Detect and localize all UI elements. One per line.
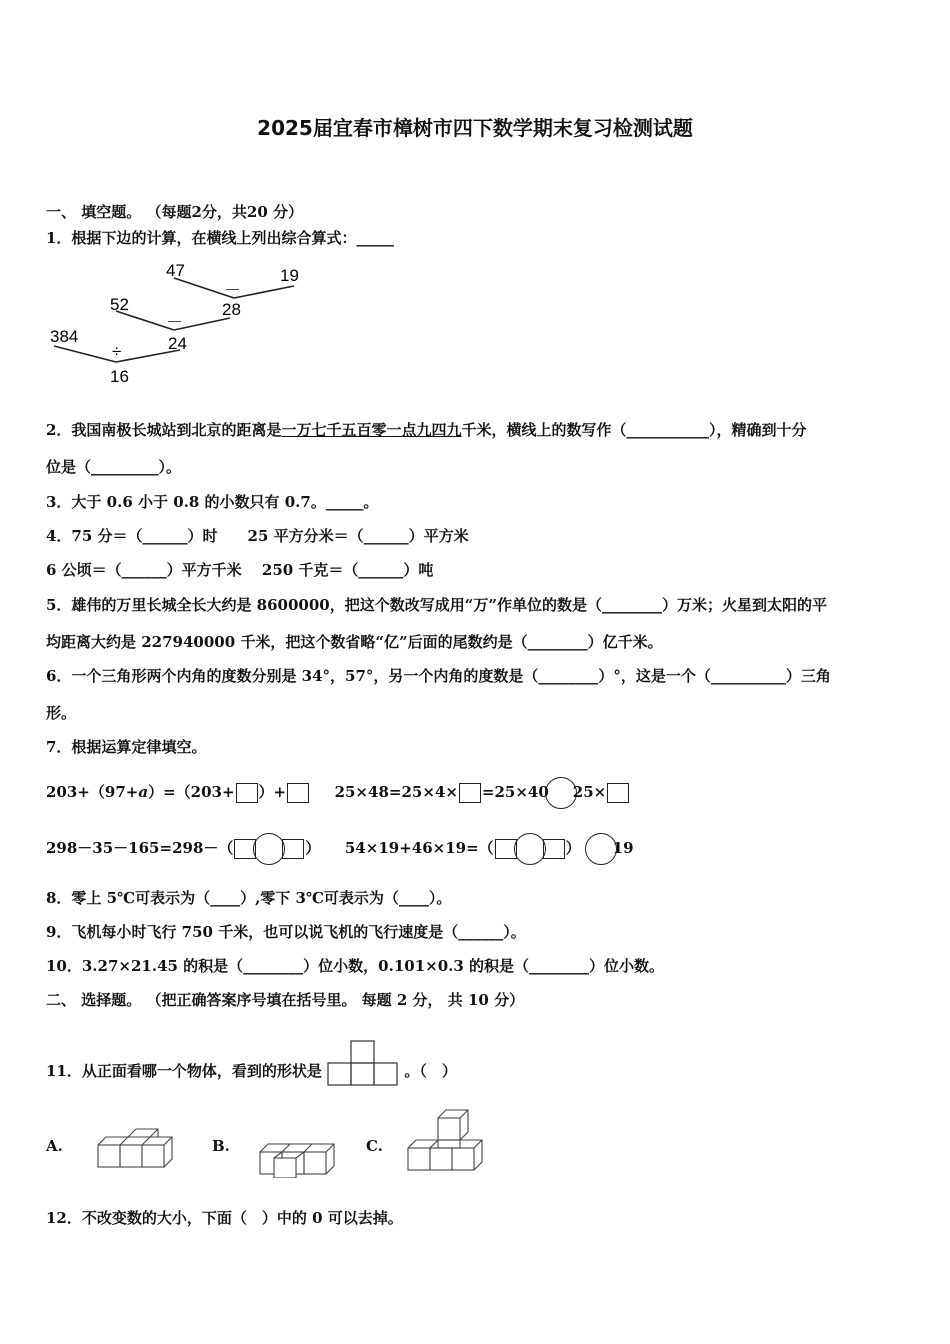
question-8: 8．零上 5℃可表示为（____）,零下 3℃可表示为（____）。 bbox=[46, 889, 452, 907]
question-1: 1．根据下边的计算，在横线上列出综合算式：_____ bbox=[46, 229, 394, 247]
number-19: 19 bbox=[280, 266, 299, 285]
question-6-line-1: 6．一个三角形两个内角的度数分别是 34°，57°，另一个内角的度数是（________）°，这是一个（__________）三角 bbox=[46, 667, 831, 685]
option-a-cube-figure[interactable] bbox=[92, 1124, 176, 1172]
question-11 bbox=[46, 1040, 457, 1088]
question-4-line-2: 6 公顷＝（______）平方千米 250 千克＝（______）吨 bbox=[46, 561, 434, 579]
tree-line bbox=[54, 346, 116, 362]
q2-prefix: 2．我国南极长城站到北京的距离是 bbox=[46, 421, 282, 439]
front-view-shape-figure bbox=[327, 1040, 399, 1088]
section-1-header: 一、 填空题。 （每题2分，共20 分） bbox=[46, 203, 303, 221]
minus-sign: － bbox=[166, 313, 183, 332]
option-c-cube-figure[interactable] bbox=[402, 1106, 490, 1174]
question-2-line-1 bbox=[46, 420, 806, 440]
option-b-label[interactable]: B. bbox=[212, 1137, 230, 1155]
question-5-line-1: 5．雄伟的万里长城全长大约是 8600000，把这个数改写成用“万”作单位的数是（________）万米；火星到太阳的平 bbox=[46, 596, 827, 614]
number-384: 384 bbox=[50, 327, 79, 346]
question-12: 12．不改变数的大小，下面（ ）中的 0 可以去掉。 bbox=[46, 1209, 403, 1227]
number-52: 52 bbox=[110, 295, 129, 314]
answer-box[interactable] bbox=[236, 783, 258, 803]
answer-box[interactable] bbox=[282, 839, 304, 859]
question-3: 3．大于 0.6 小于 0.8 的小数只有 0.7。_____。 bbox=[46, 493, 379, 511]
q2-suffix: 千米，横线上的数写作（___________），精确到十分 bbox=[461, 421, 807, 439]
option-b-cube-figure[interactable] bbox=[256, 1130, 344, 1178]
q7-expr: ） bbox=[565, 839, 581, 857]
number-24: 24 bbox=[168, 334, 187, 353]
option-a-label[interactable]: A. bbox=[46, 1137, 63, 1155]
number-28: 28 bbox=[222, 300, 241, 319]
question-7-row-1 bbox=[46, 776, 630, 809]
q11-suffix: 。（ ） bbox=[404, 1062, 457, 1080]
q7-expr: 19 bbox=[612, 839, 634, 857]
minus-sign: － bbox=[224, 281, 241, 300]
answer-box[interactable] bbox=[287, 783, 309, 803]
q7-expr: 298－35－165=298－（ bbox=[46, 839, 234, 857]
answer-box[interactable] bbox=[459, 783, 481, 803]
answer-circle[interactable] bbox=[253, 833, 285, 865]
calculation-tree-diagram bbox=[44, 258, 314, 390]
question-6-line-2: 形。 bbox=[46, 704, 77, 722]
page-title: 2025届宜春市樟树市四下数学期末复习检测试题 bbox=[257, 116, 693, 140]
question-4-line-1: 4．75 分＝（______）时 25 平方分米＝（______）平方米 bbox=[46, 527, 469, 545]
number-47: 47 bbox=[166, 261, 185, 280]
question-9: 9．飞机每小时飞行 750 千米，也可以说飞机的飞行速度是（______）。 bbox=[46, 923, 526, 941]
question-7: 7．根据运算定律填空。 bbox=[46, 738, 207, 756]
answer-box[interactable] bbox=[543, 839, 565, 859]
q7-expr: ）+ bbox=[258, 783, 287, 801]
q11-prefix: 11．从正面看哪一个物体，看到的形状是 bbox=[46, 1062, 322, 1080]
section-2-header: 二、 选择题。 （把正确答案序号填在括号里。 每题 2 分， 共 10 分） bbox=[46, 991, 525, 1009]
answer-box[interactable] bbox=[607, 783, 629, 803]
division-sign: ÷ bbox=[112, 342, 122, 361]
q7-expr: 25×48=25×4× bbox=[334, 783, 458, 801]
q7-expr: 25× bbox=[572, 783, 607, 801]
question-5-line-2: 均距离大约是 227940000 千米，把这个数省略“亿”后面的尾数约是（________）亿千米。 bbox=[46, 633, 663, 651]
q7-expr: ）=（203+ bbox=[148, 783, 235, 801]
option-c-label[interactable]: C. bbox=[366, 1137, 383, 1155]
variable-a: a bbox=[138, 783, 149, 801]
number-16: 16 bbox=[110, 367, 129, 386]
q7-expr: ） bbox=[305, 839, 321, 857]
question-10: 10．3.27×21.45 的积是（________）位小数，0.101×0.3 的积是（________）位小数。 bbox=[46, 957, 665, 975]
tree-line bbox=[234, 286, 294, 298]
q7-expr: 203+（97+ bbox=[46, 783, 139, 801]
question-7-row-2 bbox=[46, 832, 634, 865]
answer-circle[interactable] bbox=[514, 833, 546, 865]
question-2-line-2: 位是（_________）。 bbox=[46, 458, 182, 476]
q7-expr: =25×40 bbox=[481, 783, 549, 801]
q2-underlined-number: 一万七千五百零一点九四九 bbox=[281, 421, 462, 439]
q7-expr: 54×19+46×19=（ bbox=[344, 839, 494, 857]
